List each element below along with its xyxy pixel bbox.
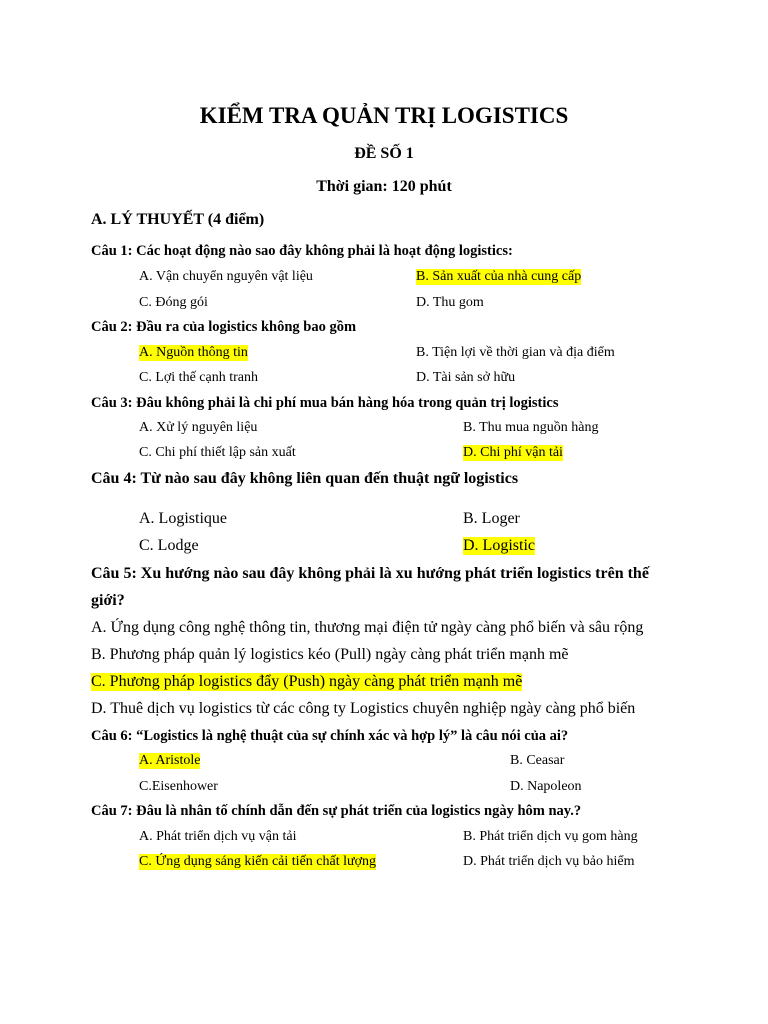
exam-time: Thời gian: 120 phút: [316, 178, 452, 195]
q3-option-d-answer: D. Chi phí vận tải: [463, 445, 563, 460]
question-4: Câu 4: Từ nào sau đây không liên quan đến thuật ngữ logistics: [91, 470, 519, 487]
q7-option-c-answer: C. Ứng dụng sáng kiến cải tiến chất lượng: [139, 854, 376, 869]
question-1: Câu 1: Các hoạt động nào sao đây không phải là hoạt động logistics:: [91, 243, 513, 259]
q3-option-b: B. Thu mua nguồn hàng: [463, 420, 599, 435]
q2-option-a-answer: A. Nguồn thông tin: [139, 345, 248, 360]
q6-option-a-answer: A. Aristole: [139, 753, 201, 768]
q6-option-d: D. Napoleon: [510, 779, 582, 794]
q3-option-c: C. Chi phí thiết lập sản xuất: [139, 445, 296, 460]
q4-option-d-answer: D. Logistic: [463, 537, 535, 554]
q2-option-d: D. Tài sản sở hữu: [416, 370, 516, 385]
q5-option-d: D. Thuê dịch vụ logistics từ các công ty Logistics chuyên nghiệp ngày càng phổ biến: [91, 700, 636, 717]
question-3: Câu 3: Đâu không phải là chi phí mua bán hàng hóa trong quản trị logistics: [91, 395, 559, 411]
question-6: Câu 6: “Logistics là nghệ thuật của sự chính xác và hợp lý” là câu nói của ai?: [91, 728, 569, 744]
q7-option-a: A. Phát triển dịch vụ vận tải: [139, 829, 297, 844]
q6-option-c: C.Eisenhower: [139, 779, 218, 794]
question-2: Câu 2: Đầu ra của logistics không bao gồm: [91, 319, 357, 335]
q6-option-b: B. Ceasar: [510, 753, 565, 768]
section-heading: A. LÝ THUYẾT (4 điểm): [91, 211, 265, 228]
q2-option-c: C. Lợi thế cạnh tranh: [139, 370, 258, 385]
q3-option-a: A. Xử lý nguyên liệu: [139, 420, 258, 435]
q7-option-d: D. Phát triển dịch vụ bảo hiểm: [463, 854, 635, 869]
q4-option-c: C. Lodge: [139, 537, 199, 554]
question-5-line-1: Câu 5: Xu hướng nào sau đây không phải là xu hướng phát triển logistics trên thế: [91, 565, 649, 582]
q1-option-b-answer: B. Sản xuất của nhà cung cấp: [416, 269, 582, 284]
question-7: Câu 7: Đâu là nhân tố chính dẫn đến sự phát triển của logistics ngày hôm nay.?: [91, 803, 582, 819]
q5-option-a: A. Ứng dụng công nghệ thông tin, thương mại điện tử ngày càng phổ biến và sâu rộng: [91, 619, 644, 636]
question-5-line-2: giới?: [91, 592, 125, 609]
q2-option-b: B. Tiện lợi về thời gian và địa điểm: [416, 345, 615, 360]
q7-option-b: B. Phát triển dịch vụ gom hàng: [463, 829, 638, 844]
q5-option-b: B. Phương pháp quản lý logistics kéo (Pull) ngày càng phát triển mạnh mẽ: [91, 646, 569, 663]
q5-option-c-answer: C. Phương pháp logistics đẩy (Push) ngày càng phát triển mạnh mẽ: [91, 673, 523, 690]
q4-option-b: B. Loger: [463, 510, 520, 527]
exam-title: KIỂM TRA QUẢN TRỊ LOGISTICS: [199, 103, 569, 128]
q1-option-a: A. Vận chuyển nguyên vật liệu: [139, 269, 313, 284]
exam-number: ĐỀ SỐ 1: [354, 145, 414, 162]
q4-option-a: A. Logistique: [139, 510, 227, 527]
q1-option-c: C. Đóng gói: [139, 295, 208, 310]
q1-option-d: D. Thu gom: [416, 295, 484, 310]
